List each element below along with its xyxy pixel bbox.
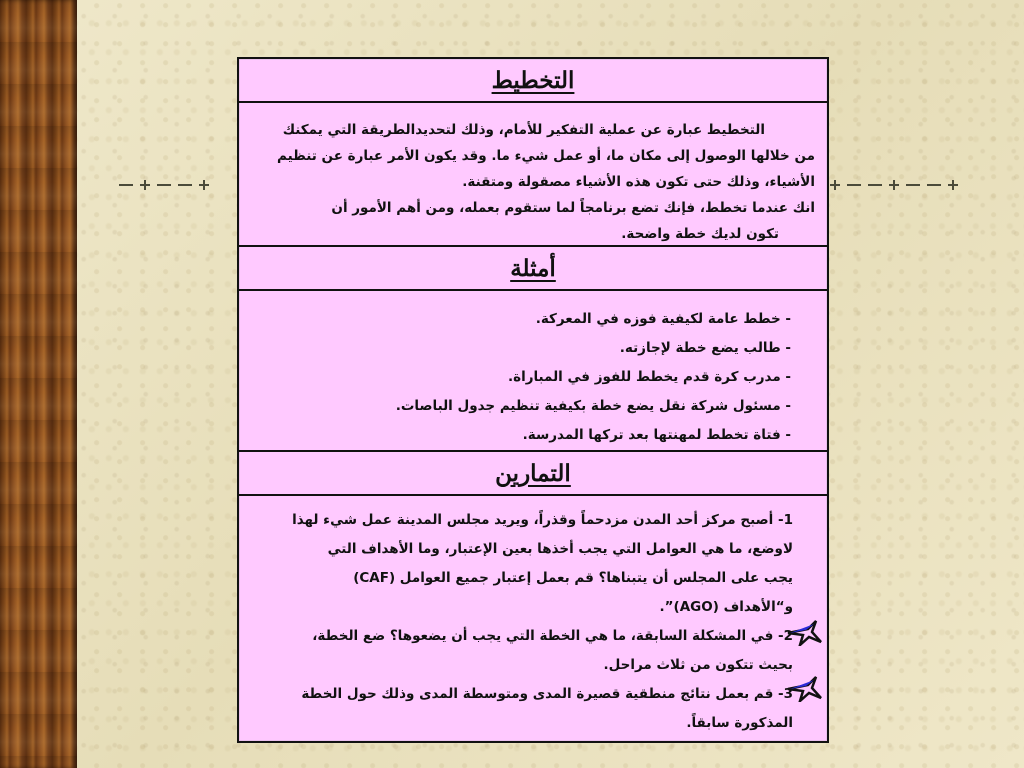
dashed-decoration-right xyxy=(830,179,990,191)
planning-title: التخطيط xyxy=(491,66,575,94)
examples-title: أمثلة xyxy=(510,254,556,282)
exercise-line: 2- في المشكلة السابقة، ما هي الخطة التي يجب أن يضعوها؟ ضع الخطة، xyxy=(312,628,793,644)
definition-line: التخطيط عبارة عن عملية التفكير للأمام، وذلك لتحديدالطريقة التي يمكنك xyxy=(282,122,765,138)
definition-line: انك عندما تخطط، فإنك تضع برنامجاً لما ستقوم بعمله، ومن أهم الأمور أن xyxy=(331,200,815,216)
example-item: - مسئول شركة نقل يضع خطة بكيفية تنظيم جدول الباصات. xyxy=(395,398,791,414)
example-item: - مدرب كرة قدم يخطط للفوز في المباراة. xyxy=(507,369,791,385)
definition-line: تكون لديك خطة واضحة. xyxy=(621,226,779,242)
example-item: - طالب يضع خطة لإجازته. xyxy=(619,340,791,356)
star-bullet-icon xyxy=(786,620,822,646)
content-table xyxy=(237,57,829,743)
example-item: - خطط عامة لكيفية فوزه في المعركة. xyxy=(535,311,791,327)
exercise-line: المذكورة سابقاً. xyxy=(686,715,793,731)
definition-line: الأشياء، وذلك حتى تكون هذه الأشياء مصقولة ومتقنة. xyxy=(462,174,815,190)
exercise-line: 3- قم بعمل نتائج منطقية قصيرة المدى ومتوسطة المدى وذلك حول الخطة xyxy=(301,686,793,702)
exercise-line: يجب على المجلس أن يتبناها؟ قم بعمل إعتبار جميع العوامل (CAF) xyxy=(353,570,793,586)
planning-heading-row xyxy=(239,59,827,103)
definition-cell xyxy=(239,103,827,247)
exercise-line: و“الأهداف (AGO)”. xyxy=(659,599,793,615)
exercises-heading-row xyxy=(239,452,827,496)
exercise-line: 1- أصبح مركز أحد المدن مزدحماً وقذراً، ويريد مجلس المدينة عمل شيء لهذا xyxy=(292,512,793,528)
examples-heading-row xyxy=(239,247,827,291)
example-item: - فتاة تخطط لمهنتها بعد تركها المدرسة. xyxy=(522,427,791,443)
exercise-line: بحيث تتكون من ثلاث مراحل. xyxy=(603,657,793,673)
exercise-line: لاوضع، ما هي العوامل التي يجب أخذها بعين الإعتبار، وما الأهداف التي xyxy=(327,541,793,557)
examples-cell xyxy=(239,291,827,452)
exercises-cell xyxy=(239,496,827,741)
exercises-title: التمارين xyxy=(495,459,571,487)
definition-line: من خلالها الوصول إلى مكان ما، أو عمل شيء ما. وقد يكون الأمر عبارة عن تنظيم xyxy=(277,148,815,164)
wood-border-strip xyxy=(0,0,77,768)
dashed-decoration-left xyxy=(119,179,239,191)
star-bullet-icon xyxy=(786,676,822,702)
